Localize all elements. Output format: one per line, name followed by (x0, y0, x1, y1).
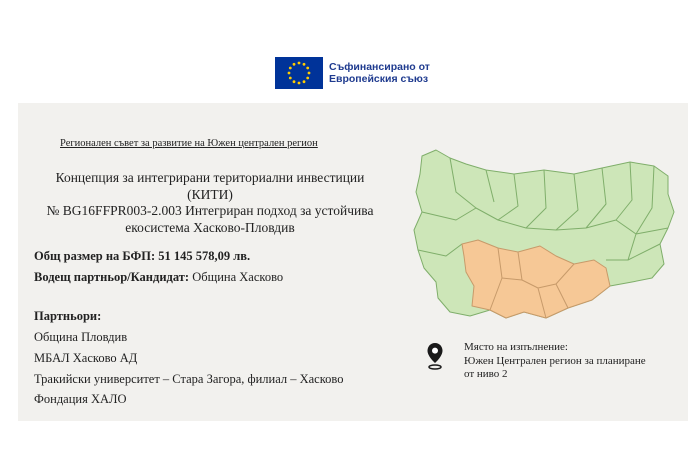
title-line1: Концепция за интегрирани териториални инвестиции (55, 170, 365, 185)
budget-line (34, 249, 250, 264)
implementation-location (464, 341, 646, 382)
budget-value: 51 145 578,09 лв. (158, 249, 251, 263)
eu-cofunding-logo (275, 55, 455, 91)
location-line3: от ниво 2 (464, 368, 508, 380)
location-pin-icon (426, 342, 444, 370)
budget-label: Общ размер на БФП: (34, 249, 156, 263)
eu-flag-icon (275, 57, 323, 89)
title-line4: екосистема Хасково-Пловдив (125, 219, 295, 235)
location-line2: Южен Централен регион за планиране (464, 354, 646, 367)
project-title (30, 170, 390, 236)
lead-label: Водещ партньор/Кандидат: (34, 270, 190, 284)
eu-cofunding-text (329, 61, 430, 85)
partners-heading: Партньори: (34, 309, 102, 323)
partner-item: МБАЛ Хасково АД (34, 351, 138, 365)
title-line2: (КИТИ) (187, 186, 233, 202)
partner-item: Тракийски университет – Стара Загора, филиал – Хасково (34, 372, 344, 386)
partner-item: Община Пловдив (34, 330, 128, 344)
lead-value: Община Хасково (192, 270, 284, 284)
eu-text-line2: Европейския съюз (329, 73, 429, 85)
partner-item: Фондация ХАЛО (34, 392, 127, 406)
lead-partner-line (34, 270, 283, 285)
eu-text-line1: Съфинансирано от (329, 61, 430, 73)
title-line3: № BG16FFPR003-2.003 Интегриран подход за устойчива (46, 203, 374, 218)
region-map (406, 148, 688, 336)
organization-name: Регионален съвет за развитие на Южен централен регион (60, 138, 318, 149)
location-line1: Място на изпълнение: (464, 341, 568, 353)
